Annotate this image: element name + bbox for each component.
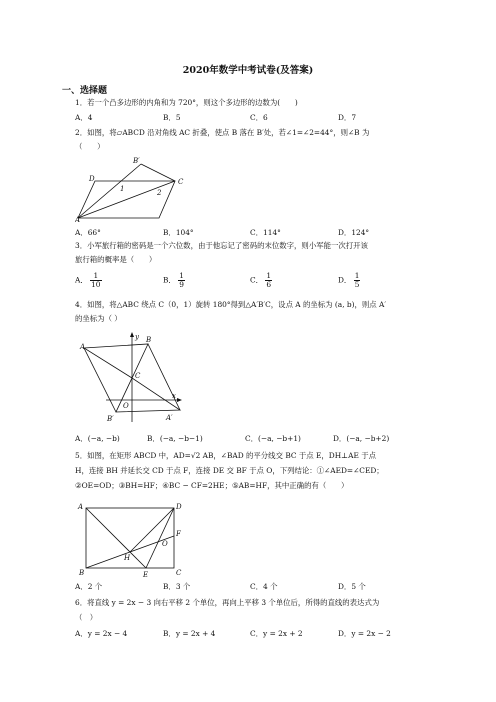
label-f: F [176,530,181,538]
option-a[interactable]: A．4 [75,113,93,122]
question-5-text-cont: H，连接 BH 并延长交 CD 于点 F，连接 DE 交 BF 于点 O，下列结论：①∠AED=∠CED； [75,466,384,475]
page-title: 2020年数学中考试卷(及答案) [182,65,314,76]
option-a[interactable]: A．2 个 [75,582,103,591]
option-c[interactable]: C．4 个 [250,582,278,591]
label-o: O [123,402,129,410]
label-a: A [80,343,86,351]
question-6-options [75,628,425,640]
option-d[interactable]: D．7 [338,113,357,122]
question-2-text: 2．如图，将▱ABCD 沿对角线 AC 折叠，使点 B 落在 B′处，若∠1=∠2=44°，则∠B 为 [75,128,370,137]
fraction: $\frac{1}{5}$ [354,271,360,289]
rotation-figure [76,330,186,426]
option-a[interactable]: A． $\frac{1}{10}$ [75,271,101,289]
label-x: x [172,392,176,400]
label-b: B [146,336,152,344]
fraction: $\frac{1}{6}$ [266,271,272,289]
label-a-prime: A′ [166,414,173,422]
option-b[interactable]: B．(−a, −b−1) [147,434,203,443]
section-heading: 一、选择题 [62,86,108,96]
option-b[interactable]: B．y = 2x + 4 [163,629,216,638]
question-1-text: 1．若一个凸多边形的内角和为 720°，则这个多边形的边数为( ) [75,98,298,107]
option-a[interactable]: A．y = 2x − 4 [75,629,128,638]
rectangle-figure [76,500,188,578]
fraction: $\frac{1}{10}$ [91,271,101,289]
question-3-text: 3．小军旅行箱的密码是一个六位数，由于他忘记了密码的末位数字，则小军能一次打开该 [75,241,368,250]
question-3-options [75,272,425,294]
fraction: $\frac{1}{9}$ [179,271,184,289]
question-5-text: 5．如图，在矩形 ABCD 中，AD=√2 AB，∠BAD 的平分线交 BC 于点 E，DH⊥AE 于点 [75,451,376,460]
option-d[interactable]: D．5 个 [338,582,366,591]
option-b[interactable]: B．3 个 [163,582,191,591]
option-c[interactable]: C．6 [250,113,268,122]
label-d: D [89,175,95,183]
question-6-text-cont: （ ） [75,613,98,622]
question-4-text-cont: 的坐标为（ ） [75,314,122,323]
label-h: H [124,554,131,562]
parallelogram-fold-figure [75,154,190,222]
option-d[interactable]: D．y = 2x − 2 [338,629,391,638]
question-2-text-cont: （ ） [75,142,105,151]
option-c[interactable]: C．y = 2x + 2 [250,629,303,638]
option-c[interactable]: C．(−a, −b+1) [245,434,301,443]
question-6-text: 6．将直线 y = 2x − 3 向右平移 2 个单位，再向上平移 3 个单位后，所得的直线的表达式为 [75,598,380,607]
option-c[interactable]: C．114° [250,228,281,237]
option-b[interactable]: B． $\frac{1}{9}$ [163,271,184,289]
label-angle-1: 1 [120,185,125,193]
label-y: y [135,333,139,341]
question-1-options [75,112,425,124]
label-c: C [178,178,184,186]
question-2-options [75,227,425,239]
option-d[interactable]: D． $\frac{1}{5}$ [338,271,360,289]
question-5-text-cont2: ②OE=OD；③BH=HF；④BC − CF=2HE；⑤AB=HF，其中正确的有（ ） [75,481,349,490]
option-d[interactable]: D．124° [338,228,370,237]
option-a[interactable]: A．66° [75,228,101,237]
option-a[interactable]: A．(−a, −b) [75,434,120,443]
label-b-prime: B′ [133,157,140,165]
question-5-options [75,581,425,593]
option-b[interactable]: B．5 [163,113,181,122]
option-b[interactable]: B．104° [163,228,194,237]
label-a: A [78,503,84,511]
label-angle-2: 2 [157,189,162,197]
question-4-options [75,433,425,445]
label-o: O [162,540,168,548]
label-b: B [79,569,85,577]
label-e: E [143,571,149,578]
question-3-text-cont: 旅行箱的概率是（ ） [75,255,157,264]
label-c: C [176,569,182,577]
option-d[interactable]: D．(−a, −b+2) [333,434,390,443]
label-d: D [176,503,182,511]
label-b-prime: B′ [107,415,114,423]
label-a: A [75,216,81,222]
question-4-text: 4．如图，将△ABC 绕点 C（0，1）旋转 180°得到△A′B′C，设点 A 的坐标为 (a, b)，则点 A′ [75,300,387,309]
option-c[interactable]: C． $\frac{1}{6}$ [250,271,272,289]
label-c: C [135,372,141,380]
